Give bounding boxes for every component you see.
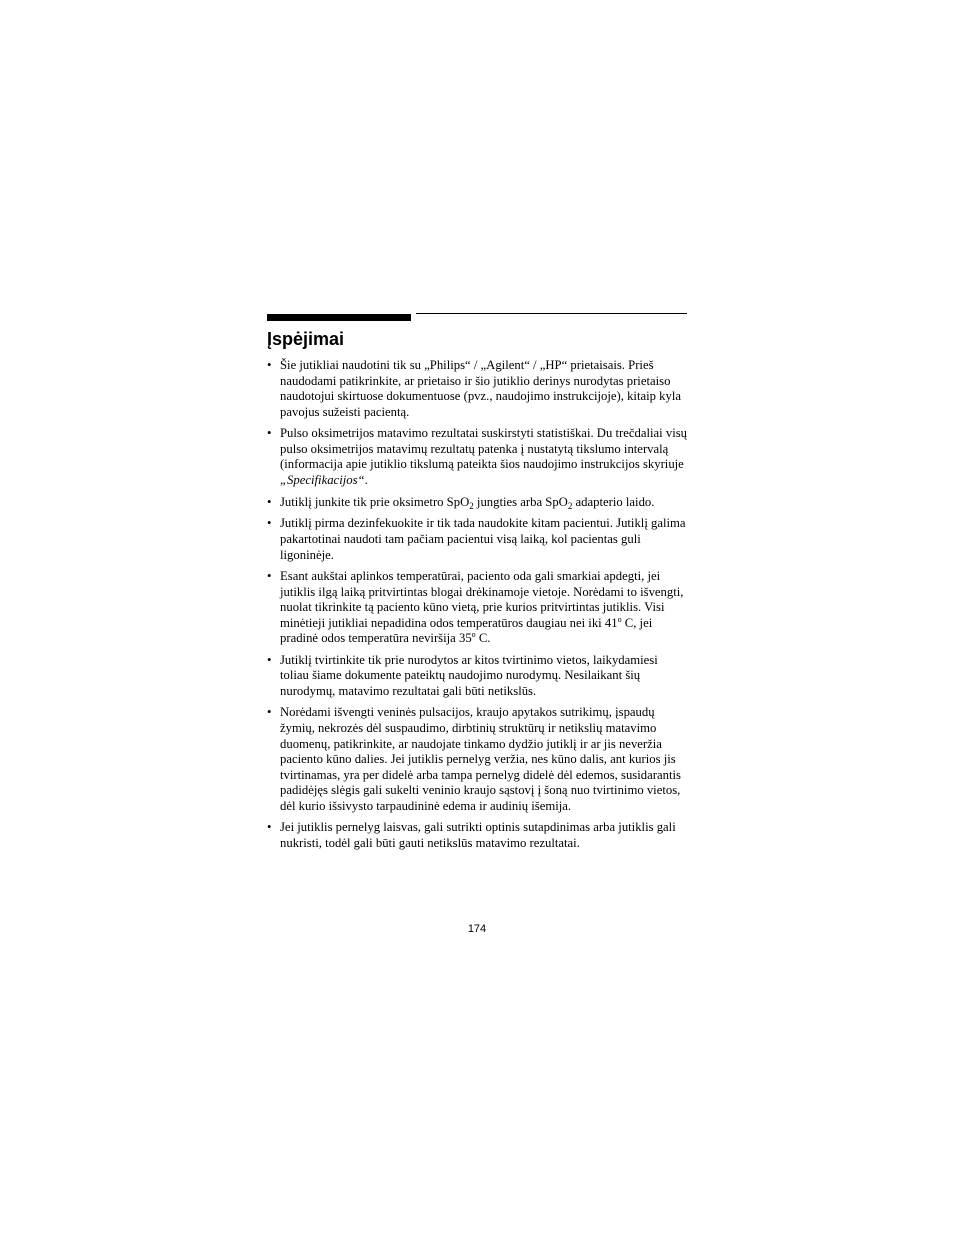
bullet-icon: • (267, 516, 272, 531)
list-item (267, 516, 689, 563)
list-item-text: Pulso oksimetrijos matavimo rezultatai suskirstyti statistiškai. Du trečdaliai visų pulso oksimetrijos matavimų rezultatų patenka į nustatytą tikslumo intervalą (informacija apie jutiklio tikslumą pateikta šios naudojimo instrukcijos skyriuje (280, 426, 688, 472)
list-item-text: Šie jutikliai naudotini tik su „Philips“ / „Agilent“ / „HP“ prietaisais. Prieš naudodami patikrinkite, ar prietaiso ir šio jutiklio derinys nurodytas prietaiso naudotojui skirtuose dokumentuose (pvz., naudojimo instrukcijoje), kitaip kyla pavojus sužeisti pacientą. (280, 358, 682, 419)
section-reference: „Specifikacijos“ (280, 472, 365, 487)
bullet-icon: • (267, 652, 272, 667)
subscript: 2 (567, 501, 573, 512)
list-item (267, 653, 689, 700)
bullet-icon: • (267, 705, 272, 720)
bullet-icon: • (267, 495, 272, 510)
heading-rule-thin (416, 313, 687, 314)
list-item-text: Jutiklį pirma dezinfekuokite ir tik tada naudokite kitam pacientui. Jutiklį galima pakartotinai naudoti tam pačiam pacientui visą laiką, kol pacientas guli ligoninėje. (280, 516, 686, 562)
list-item-text-end: . (364, 472, 368, 487)
list-item (267, 820, 689, 851)
bullet-icon: • (267, 820, 272, 835)
heading-rule-thick (267, 314, 411, 321)
section-heading: Įspėjimai (267, 329, 345, 349)
bullet-icon: • (267, 569, 272, 584)
list-item-text: Jei jutiklis pernelyg laisvas, gali sutrikti optinis sutapdinimas arba jutiklis gali nukristi, todėl gali būti gauti netikslūs matavimo rezultatai. (280, 820, 676, 850)
list-item-text: Esant aukštai aplinkos temperatūrai, paciento oda gali smarkiai apdegti, jei jutiklis ilgą laiką pritvirtintas blogai drėkinamoje vietoje. Norėdami to išvengti, nuolat tikrinkite tą paciento kūno vietą, prie kurios pritvirtintas jutiklis. Visi minėtieji jutikliai nepadidina odos temperatūros daugiau nei iki 41 (280, 569, 684, 630)
page-number: 174 (467, 923, 487, 935)
list-item-text: C. (475, 631, 491, 646)
list-item (267, 495, 689, 511)
degree-superscript: o (471, 630, 476, 640)
list-item-text: jungties arba SpO (473, 495, 568, 510)
list-item-text: C, jei pradinė odos temperatūra neviršija 35 (280, 615, 653, 646)
degree-superscript: o (617, 614, 622, 624)
list-item (267, 569, 689, 647)
list-item-text: Norėdami išvengti veninės pulsacijos, kraujo apytakos sutrikimų, įspaudų žymių, nekrozės dėl suspaudimo, dirbtinių struktūrų ir netikslių matavimo duomenų, patikrinkite, ar naudojate tinkamo dydžio jutiklį ir ar jis neveržia paciento kūno dalies. Jei jutiklis pernelyg veržia, nes kūno dalis, ant kurios jis tvirtinamas, yra per didelė arba tampa pernelyg didelė dėl edemos, susidarantis padidėjęs slėgis gali sukelti veninio kraujo sąstovį į šoną nuo tvirtinimo vietos, dėl kurio išsivysto tarpaudininė edema ir audinių išemija. (280, 705, 681, 813)
warnings-list (267, 358, 689, 857)
list-item (267, 358, 689, 420)
bullet-icon: • (267, 426, 272, 441)
subscript: 2 (469, 501, 474, 512)
list-item-text: Jutiklį tvirtinkite tik prie nurodytos ar kitos tvirtinimo vietos, laikydamiesi toliau šiame dokumente pateiktų naudojimo nurodymų. Nesilaikant šių nurodymų, matavimo rezultatai gali būti netikslūs. (280, 652, 658, 698)
list-item-text: adapterio laido. (572, 495, 655, 510)
list-item (267, 426, 689, 488)
bullet-icon: • (267, 358, 272, 372)
list-item-text: Jutiklį junkite tik prie oksimetro SpO (280, 495, 470, 510)
list-item (267, 705, 689, 814)
